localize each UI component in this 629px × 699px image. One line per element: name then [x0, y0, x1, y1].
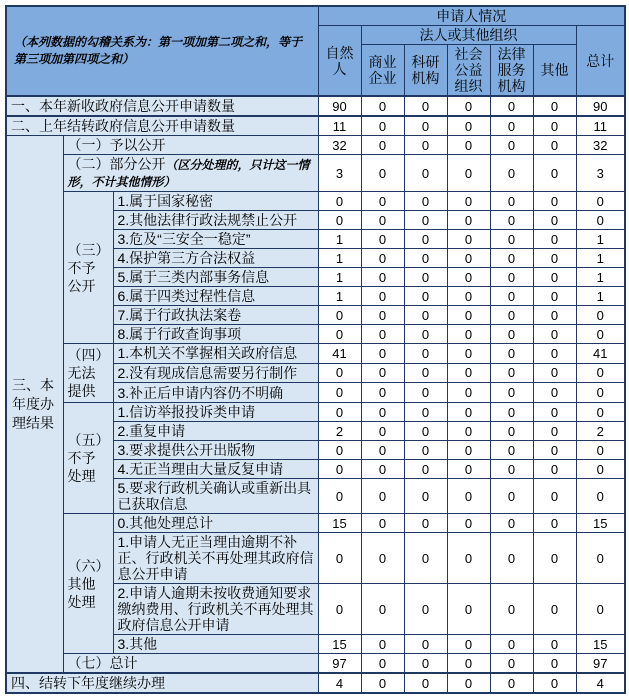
value-cell: 0 — [576, 383, 625, 403]
value-cell: 0 — [533, 383, 576, 403]
value-cell: 0 — [490, 363, 533, 383]
table-row — [6, 344, 625, 364]
value-cell: 0 — [533, 155, 576, 192]
value-cell: 0 — [361, 403, 404, 422]
value-cell: 97 — [318, 654, 361, 674]
row-label-text: 1.申请人无正当理由逾期不补正、行政机关不再处理其政府信息公开申请 — [117, 534, 314, 582]
reconciliation-note: （本列数据的勾稽关系为：第一项加第二项之和，等于第三项加第四项之和） — [6, 6, 318, 96]
row-label-note: （区分处理的，只计这一情形，不计其他情形） — [67, 158, 310, 189]
value-cell: 1 — [318, 268, 361, 287]
value-cell: 0 — [447, 325, 490, 344]
row-label — [113, 325, 318, 344]
value-cell: 0 — [404, 403, 447, 422]
value-cell: 0 — [318, 441, 361, 460]
value-cell: 0 — [404, 325, 447, 344]
value-cell: 0 — [447, 268, 490, 287]
col-header-research: 科研机构 — [404, 45, 447, 97]
row-label-text: 2.重复申请 — [117, 423, 186, 439]
value-cell: 0 — [490, 116, 533, 136]
value-cell: 0 — [447, 403, 490, 422]
row-label — [113, 268, 318, 287]
value-cell: 0 — [361, 268, 404, 287]
value-cell: 0 — [404, 383, 447, 403]
value-cell: 0 — [576, 325, 625, 344]
value-cell: 0 — [318, 363, 361, 383]
row-label-text: 6.属于四类过程性信息 — [117, 288, 256, 304]
value-cell: 0 — [447, 344, 490, 364]
row-label — [113, 584, 318, 635]
table-row — [6, 654, 625, 674]
row-label-text: 2.申请人逾期未按收费通知要求缴纳费用、行政机关不再处理其政府信息公开申请 — [117, 585, 314, 633]
row-label-text: 2.没有现成信息需要另行制作 — [117, 364, 298, 381]
value-cell: 0 — [318, 192, 361, 211]
value-cell: 0 — [447, 533, 490, 584]
value-cell: 0 — [490, 136, 533, 155]
row-label — [113, 460, 318, 479]
group-label: （六）其他处理 — [63, 514, 113, 654]
row-label-text: 7.属于行政执法案卷 — [117, 307, 242, 323]
value-cell: 0 — [447, 230, 490, 249]
value-cell: 0 — [576, 479, 625, 514]
value-cell: 0 — [318, 584, 361, 635]
value-cell: 11 — [576, 116, 625, 136]
value-cell: 2 — [318, 422, 361, 441]
value-cell: 0 — [490, 306, 533, 325]
value-cell: 0 — [318, 211, 361, 230]
table-row — [6, 116, 625, 136]
value-cell: 15 — [576, 635, 625, 654]
row-label-text: 8.属于行政查询事项 — [117, 326, 242, 342]
value-cell: 41 — [576, 344, 625, 364]
value-cell: 0 — [404, 249, 447, 268]
row-label — [63, 155, 318, 192]
value-cell: 0 — [533, 533, 576, 584]
value-cell: 0 — [361, 533, 404, 584]
row-label — [113, 230, 318, 249]
col-header-total: 总计 — [576, 26, 625, 97]
value-cell: 0 — [576, 363, 625, 383]
row-label — [113, 383, 318, 403]
row-label-text: 0.其他处理总计 — [117, 515, 214, 531]
value-cell: 0 — [490, 654, 533, 674]
value-cell: 3 — [318, 155, 361, 192]
value-cell: 0 — [318, 460, 361, 479]
value-cell: 0 — [447, 422, 490, 441]
row-label — [113, 403, 318, 422]
value-cell: 0 — [490, 249, 533, 268]
value-cell: 90 — [318, 96, 361, 116]
row-label — [63, 654, 318, 674]
row-label — [113, 306, 318, 325]
row-label — [113, 479, 318, 514]
value-cell: 0 — [447, 363, 490, 383]
value-cell: 0 — [576, 441, 625, 460]
value-cell: 0 — [576, 306, 625, 325]
header-applicant-status: 申请人情况 — [318, 6, 625, 26]
row-label — [63, 136, 318, 155]
value-cell: 0 — [576, 403, 625, 422]
value-cell: 0 — [490, 422, 533, 441]
value-cell: 0 — [447, 116, 490, 136]
value-cell: 0 — [361, 635, 404, 654]
value-cell: 0 — [447, 479, 490, 514]
group-label: （五）不予处理 — [63, 403, 113, 514]
value-cell: 0 — [533, 422, 576, 441]
value-cell: 0 — [533, 514, 576, 533]
disclosure-table — [5, 5, 626, 694]
row-label — [113, 344, 318, 364]
value-cell: 41 — [318, 344, 361, 364]
value-cell: 0 — [447, 383, 490, 403]
row-label — [113, 249, 318, 268]
value-cell: 0 — [533, 479, 576, 514]
value-cell: 0 — [404, 211, 447, 230]
value-cell: 0 — [533, 344, 576, 364]
value-cell: 0 — [533, 249, 576, 268]
value-cell: 0 — [361, 383, 404, 403]
value-cell: 97 — [576, 654, 625, 674]
col-header-social: 社会公益组织 — [447, 45, 490, 97]
value-cell: 0 — [404, 363, 447, 383]
value-cell: 0 — [361, 584, 404, 635]
value-cell: 0 — [404, 230, 447, 249]
value-cell: 0 — [318, 325, 361, 344]
col-header-other: 其他 — [533, 45, 576, 97]
value-cell: 0 — [404, 635, 447, 654]
row-label-text: 4.保护第三方合法权益 — [117, 250, 256, 266]
value-cell: 0 — [533, 192, 576, 211]
value-cell: 0 — [318, 479, 361, 514]
value-cell: 0 — [533, 584, 576, 635]
value-cell: 0 — [404, 192, 447, 211]
value-cell: 0 — [361, 344, 404, 364]
col-header-legal-service: 法律服务机构 — [490, 45, 533, 97]
value-cell: 0 — [447, 460, 490, 479]
col-header-natural-person: 自然人 — [318, 26, 361, 97]
row-label-text: 2.其他法律行政法规禁止公开 — [117, 212, 298, 228]
row-label-text: 3.补正后申请内容仍不明确 — [117, 384, 284, 401]
table-row — [6, 403, 625, 422]
value-cell: 0 — [447, 673, 490, 693]
value-cell: 0 — [404, 533, 447, 584]
row-label — [113, 192, 318, 211]
row-label-text: （七）总计 — [67, 655, 138, 671]
value-cell: 0 — [318, 533, 361, 584]
value-cell: 0 — [404, 479, 447, 514]
value-cell: 0 — [533, 306, 576, 325]
value-cell: 0 — [576, 192, 625, 211]
value-cell: 0 — [361, 654, 404, 674]
value-cell: 0 — [533, 96, 576, 116]
row-label — [113, 287, 318, 306]
value-cell: 0 — [361, 136, 404, 155]
value-cell: 0 — [576, 533, 625, 584]
value-cell: 0 — [490, 211, 533, 230]
value-cell: 0 — [447, 306, 490, 325]
value-cell: 0 — [533, 268, 576, 287]
value-cell: 0 — [404, 441, 447, 460]
value-cell: 0 — [404, 584, 447, 635]
row-label-text: 5.要求行政机关确认或重新出具已获取信息 — [117, 480, 312, 512]
row-label — [113, 422, 318, 441]
value-cell: 0 — [447, 635, 490, 654]
value-cell: 0 — [447, 136, 490, 155]
value-cell: 0 — [404, 306, 447, 325]
row-label-text: 3.要求提供公开出版物 — [117, 442, 256, 458]
value-cell: 2 — [576, 422, 625, 441]
value-cell: 0 — [447, 287, 490, 306]
value-cell: 0 — [576, 584, 625, 635]
value-cell: 4 — [576, 673, 625, 693]
row-label-text: （二）部分公开 — [67, 156, 166, 172]
value-cell: 0 — [361, 155, 404, 192]
value-cell: 0 — [533, 287, 576, 306]
value-cell: 0 — [490, 533, 533, 584]
value-cell: 0 — [361, 192, 404, 211]
value-cell: 0 — [490, 287, 533, 306]
value-cell: 0 — [361, 325, 404, 344]
table-row — [6, 514, 625, 533]
value-cell: 0 — [318, 383, 361, 403]
value-cell: 0 — [533, 403, 576, 422]
value-cell: 0 — [576, 211, 625, 230]
value-cell: 0 — [361, 211, 404, 230]
value-cell: 0 — [447, 441, 490, 460]
value-cell: 0 — [361, 96, 404, 116]
value-cell: 1 — [576, 268, 625, 287]
value-cell: 0 — [404, 268, 447, 287]
value-cell: 0 — [490, 230, 533, 249]
value-cell: 0 — [361, 116, 404, 136]
value-cell: 0 — [447, 654, 490, 674]
row-label-text: 5.属于三类内部事务信息 — [117, 269, 270, 285]
value-cell: 0 — [404, 96, 447, 116]
value-cell: 15 — [318, 635, 361, 654]
value-cell: 0 — [490, 403, 533, 422]
table-body — [6, 96, 625, 693]
table-row — [6, 136, 625, 155]
value-cell: 0 — [447, 514, 490, 533]
value-cell: 0 — [490, 584, 533, 635]
row-label — [113, 635, 318, 654]
value-cell: 0 — [404, 116, 447, 136]
table-row — [6, 192, 625, 211]
value-cell: 0 — [447, 192, 490, 211]
row-label-text: 1.信访举报投诉类申请 — [117, 404, 256, 420]
value-cell: 0 — [318, 403, 361, 422]
value-cell: 0 — [533, 460, 576, 479]
value-cell: 0 — [533, 654, 576, 674]
value-cell: 0 — [533, 673, 576, 693]
value-cell: 0 — [490, 460, 533, 479]
row-label-text: 二、上年结转政府信息公开申请数量 — [11, 118, 235, 134]
value-cell: 1 — [576, 287, 625, 306]
value-cell: 4 — [318, 673, 361, 693]
value-cell: 3 — [576, 155, 625, 192]
value-cell: 0 — [533, 136, 576, 155]
value-cell: 0 — [490, 96, 533, 116]
value-cell: 0 — [361, 460, 404, 479]
value-cell: 0 — [361, 514, 404, 533]
value-cell: 0 — [361, 306, 404, 325]
row-label — [113, 533, 318, 584]
value-cell: 0 — [361, 230, 404, 249]
value-cell: 0 — [361, 287, 404, 306]
value-cell: 0 — [404, 344, 447, 364]
value-cell: 0 — [404, 422, 447, 441]
value-cell: 1 — [318, 287, 361, 306]
value-cell: 0 — [361, 249, 404, 268]
value-cell: 0 — [490, 383, 533, 403]
value-cell: 0 — [361, 363, 404, 383]
row-label-text: 1.属于国家秘密 — [117, 193, 214, 209]
value-cell: 0 — [361, 479, 404, 514]
value-cell: 0 — [404, 136, 447, 155]
value-cell: 32 — [576, 136, 625, 155]
value-cell: 0 — [533, 211, 576, 230]
row-label-text: 1.本机关不掌握相关政府信息 — [117, 345, 298, 362]
value-cell: 0 — [447, 211, 490, 230]
value-cell: 0 — [490, 441, 533, 460]
value-cell: 0 — [404, 460, 447, 479]
row-label — [6, 673, 318, 693]
group-label: （四）无法提供 — [63, 344, 113, 403]
value-cell: 0 — [576, 460, 625, 479]
value-cell: 0 — [404, 287, 447, 306]
row-label — [113, 514, 318, 533]
value-cell: 0 — [490, 673, 533, 693]
value-cell: 0 — [533, 441, 576, 460]
value-cell: 11 — [318, 116, 361, 136]
row-label — [6, 116, 318, 136]
value-cell: 1 — [576, 249, 625, 268]
value-cell: 0 — [404, 654, 447, 674]
value-cell: 0 — [361, 422, 404, 441]
value-cell: 0 — [533, 325, 576, 344]
row-label — [113, 363, 318, 383]
value-cell: 0 — [490, 192, 533, 211]
value-cell: 15 — [576, 514, 625, 533]
col-header-business: 商业企业 — [361, 45, 404, 97]
value-cell: 0 — [490, 344, 533, 364]
header-legal-org: 法人或其他组织 — [361, 26, 576, 45]
value-cell: 0 — [533, 116, 576, 136]
row-label-text: （一）予以公开 — [67, 137, 166, 153]
table-row — [6, 155, 625, 192]
row-label-text: 一、本年新收政府信息公开申请数量 — [11, 98, 235, 114]
value-cell: 0 — [404, 514, 447, 533]
value-cell: 0 — [447, 584, 490, 635]
row-label — [113, 441, 318, 460]
value-cell: 0 — [490, 325, 533, 344]
table-row — [6, 673, 625, 693]
row-label-text: 3.危及“三安全一稳定” — [117, 231, 251, 247]
row-label-text: 四、结转下年度继续办理 — [11, 675, 165, 691]
table-row — [6, 96, 625, 116]
value-cell: 0 — [490, 514, 533, 533]
value-cell: 0 — [447, 155, 490, 192]
value-cell: 0 — [318, 306, 361, 325]
value-cell: 1 — [318, 249, 361, 268]
value-cell: 0 — [490, 479, 533, 514]
value-cell: 15 — [318, 514, 361, 533]
value-cell: 1 — [576, 230, 625, 249]
row-label-text: 3.其他 — [117, 636, 158, 652]
value-cell: 0 — [533, 635, 576, 654]
group-label: （三）不予公开 — [63, 192, 113, 344]
value-cell: 0 — [361, 441, 404, 460]
value-cell: 32 — [318, 136, 361, 155]
row-label — [113, 211, 318, 230]
value-cell: 0 — [404, 673, 447, 693]
value-cell: 0 — [447, 249, 490, 268]
value-cell: 0 — [490, 155, 533, 192]
row-label — [6, 96, 318, 116]
value-cell: 0 — [490, 268, 533, 287]
value-cell: 0 — [404, 155, 447, 192]
value-cell: 90 — [576, 96, 625, 116]
row-label-text: 4.无正当理由大量反复申请 — [117, 461, 284, 477]
value-cell: 0 — [447, 96, 490, 116]
section-label-annual-results: 三、本年度办理结果 — [6, 136, 63, 674]
value-cell: 0 — [533, 363, 576, 383]
value-cell: 1 — [318, 230, 361, 249]
value-cell: 0 — [490, 635, 533, 654]
value-cell: 0 — [361, 673, 404, 693]
value-cell: 0 — [533, 230, 576, 249]
